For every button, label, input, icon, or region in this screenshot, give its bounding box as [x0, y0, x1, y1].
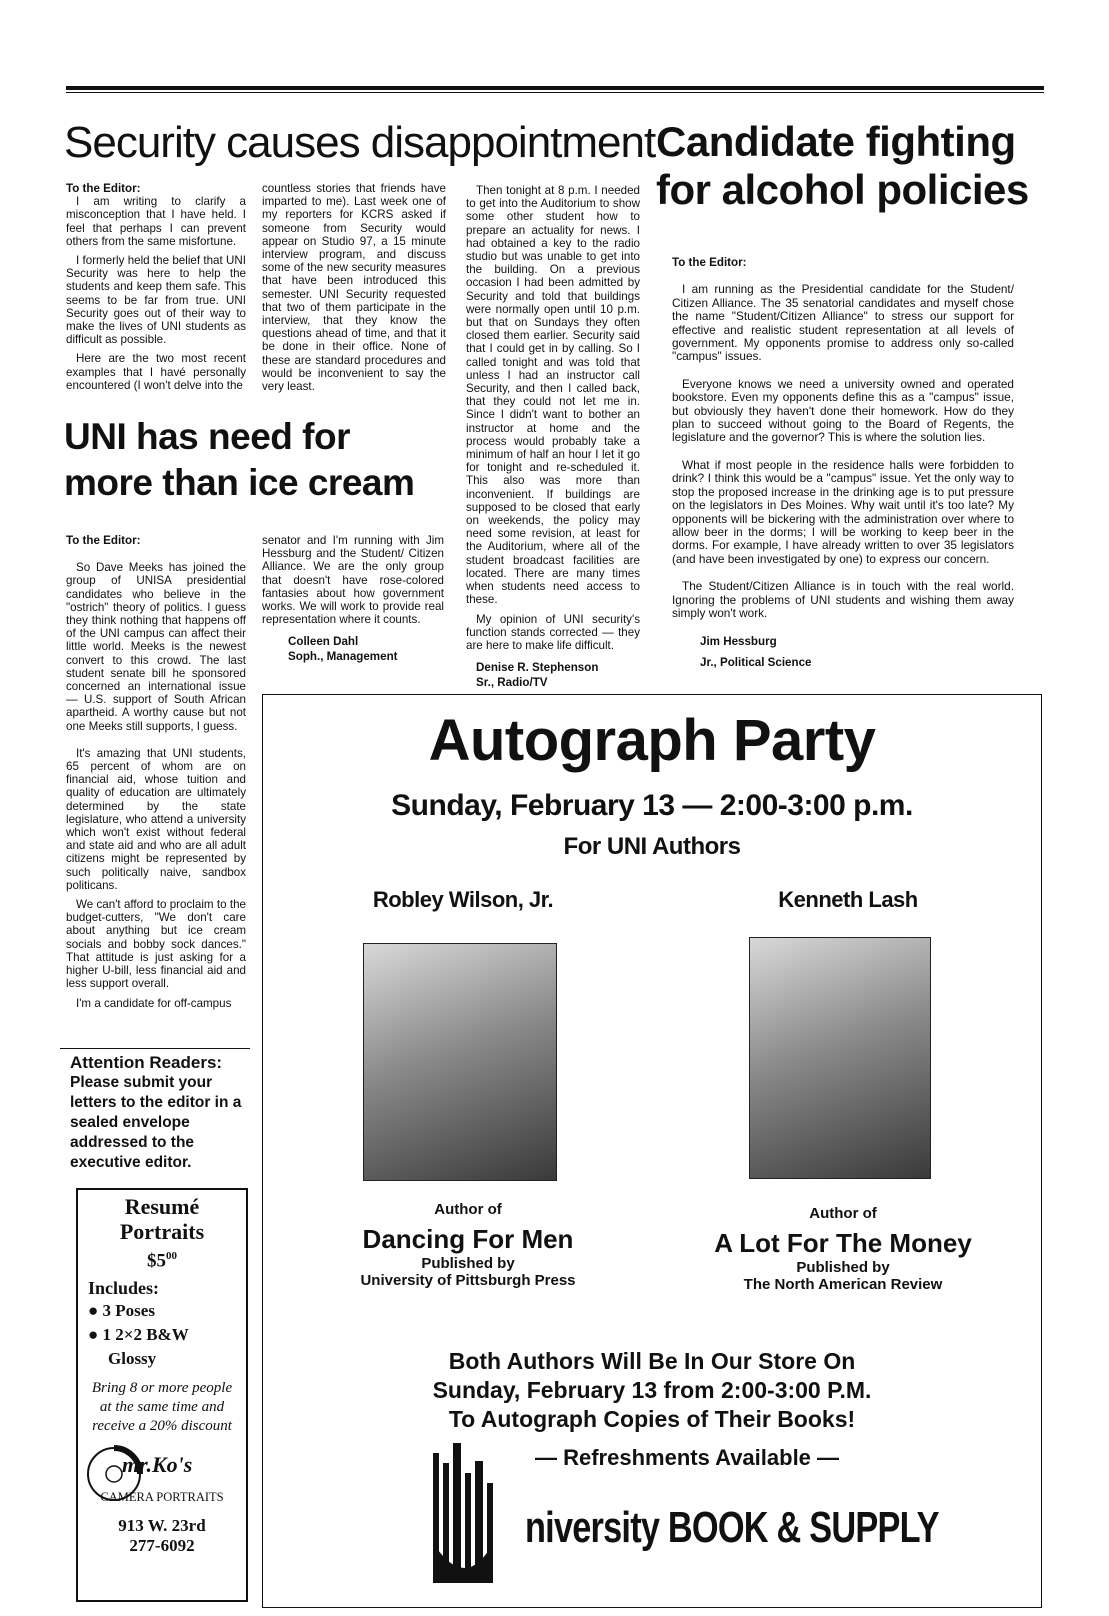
letter1-salutation: To the Editor:: [66, 182, 141, 195]
headline-candidate: [656, 118, 1029, 214]
author2-credits: [683, 1205, 1003, 1293]
letter2-signature-name: Jim Hessburg: [700, 635, 777, 649]
letter1-signature-title: Sr., Radio/TV: [476, 676, 548, 690]
refreshments: — Refreshments Available —: [535, 1445, 840, 1470]
resume-portraits-ad: [76, 1188, 248, 1602]
headline-uni-need: [64, 414, 414, 506]
author1-book: Dancing For Men: [362, 1224, 574, 1254]
resume-discount: Bring 8 or more people at the same time and receive a 20% discount: [91, 1380, 233, 1435]
camera-brand: mr.Ko's: [122, 1452, 193, 1478]
author1-published-by: Published by: [421, 1255, 515, 1272]
author1-credits: [323, 1201, 613, 1289]
headline-candidate-line2: for alcohol policies: [656, 166, 1029, 213]
closing-line2: Sunday, February 13 from 2:00-3:00 P.M.: [432, 1377, 872, 1403]
ub-logo-icon: [431, 1443, 531, 1595]
top-rule-thin: [66, 92, 1044, 93]
letter3-paragraph: We can't afford to proclaim to the budget-cutters, "We don't care about anything but ice cream socials and bobby sock dances." That attitude is just asking for a higher U-bill, less financial aid and less support overall.: [66, 898, 246, 991]
resume-item: ● 1 2×2 B&W: [88, 1325, 189, 1345]
headline-uni-need-line2: more than ice cream: [64, 462, 415, 503]
author2-author-of: Author of: [809, 1205, 877, 1222]
attention-readers-box: [60, 1048, 250, 1173]
camera-phone: 277-6092: [129, 1536, 195, 1556]
author1-publisher: University of Pittsburgh Press: [360, 1272, 576, 1289]
headline-uni-need-line1: UNI has need for: [64, 416, 350, 457]
author2-book: A Lot For The Money: [714, 1228, 972, 1258]
headline-candidate-line1: Candidate fighting: [656, 118, 1016, 165]
autograph-subtitle: For UNI Authors: [563, 833, 741, 860]
letter2-paragraph: What if most people in the residence halls were forbidden to drink? I think this would be a "campus" issue. Yet the only way to stop the proposed increase in the drinking age is to put pressure on the legislators in Des Moines. Why wait until it's too late? My opponents will be bickering with the administration over where to allow beer in the dorms; I will be working to keep beer in the dorms. For example, I have already written to over 35 legislators (and have been investigated by one) to express our concern.: [672, 457, 1014, 566]
letter1-column-3: [466, 184, 640, 690]
letter1-paragraph: I am writing to clarify a misconception that I have held. I feel that perhaps I can prevent others from the same misfortune.: [66, 195, 246, 248]
letter3-paragraph: senator and I'm running with Jim Hessburg and the Student/ Citizen Alliance. We are the only group that doesn't have rose-colored fantasies about how government works. We will work to provide real representation where it counts.: [262, 534, 444, 627]
letter2-salutation: To the Editor:: [672, 256, 747, 269]
resume-title-line2: Portraits: [119, 1219, 205, 1244]
author2-published-by: Published by: [796, 1259, 890, 1276]
top-rule: [66, 86, 1044, 90]
author1-name: Robley Wilson, Jr.: [372, 887, 554, 912]
closing-line3: To Autograph Copies of Their Books!: [448, 1406, 856, 1432]
letter2-body: [672, 256, 1014, 670]
autograph-datetime: Sunday, February 13 — 2:00-3:00 p.m.: [391, 789, 913, 822]
letter1-paragraph: I formerly held the belief that UNI Security was here to help the students and keep them safe. This seems to be far from true. UNI Security goes out of their way to make the lives of UNI students as difficult as possible.: [66, 254, 246, 347]
letter2-paragraph: The Student/Citizen Alliance is in touch with the real world. Ignoring the problems of UNI students and wishing them away simply won't work.: [672, 579, 1014, 620]
attention-body: Please submit your letters to the editor in a sealed envelope addressed to the executive editor.: [70, 1074, 242, 1171]
author2-photo: [749, 937, 931, 1179]
autograph-title: Autograph Party: [428, 708, 876, 773]
letter1-signature-name: Denise R. Stephenson: [476, 661, 599, 675]
letter1-paragraph: Then tonight at 8 p.m. I needed to get into the Auditorium to show some other student how to prepare an actuality for news. I had obtained a key to the radio studio but was unable to get into the building. On a previous occasion I had been admitted by Security and told that buildings were normally open until 10 p.m. but that on Sundays they often closed them earlier. Security said that I could get in by calling. So I called tonight and was told that unless I had an instructor call Security, and then I called back, that they could not let me in. Since I didn't want to bother an instructor at home and the process would probably take a minimum of half an hour I let it go for tonight and re-scheduled it. This also was more than inconvenient. If buildings are supposed to be closed that early on weekends, the policy may need some revision, at least for the Auditorium, where all of the student broadcast facilities are located. There are many times when students need access to these.: [466, 184, 640, 607]
letter3-column-2: [262, 534, 444, 664]
resume-item: ● 3 Poses: [88, 1301, 155, 1321]
letter1-column-1: [66, 182, 246, 398]
camera-address: 913 W. 23rd: [118, 1516, 206, 1536]
letter3-signature-name: Colleen Dahl: [288, 635, 359, 649]
camera-portraits-logo: [78, 1442, 246, 1512]
letter3-paragraph: It's amazing that UNI students, 65 percent of whom are on financial aid, whose tuition and quality of education are ultimately determined by the state legislature, who attend a university which won't exist without federal and state aid and who are all adult citizens might be represented by such politically naive, sandbox politicans.: [66, 746, 246, 892]
author1-photo: [363, 943, 557, 1181]
letter1-paragraph: Here are the two most recent examples that I havé personally encountered (I won't delve into the: [66, 352, 246, 392]
letter1-paragraph: countless stories that friends have imparted to me). Last week one of my reporters for KCRS asked if someone from Security would appear on Studio 97, a 15 minute interview program, and discuss some of the new security measures that have been introduced this semester. UNI Security requested that two of them participate in the interview, that they know the questions ahead of time, and that it be done in their office. None of these are standard procedures and would be inconvenient to say the very least.: [262, 182, 446, 394]
attention-title: Attention Readers:: [70, 1053, 223, 1072]
resume-price: [78, 1250, 246, 1272]
author2-publisher: The North American Review: [743, 1276, 943, 1293]
letter3-signature-title: Soph., Management: [288, 650, 398, 664]
letter1-column-2: [262, 182, 446, 399]
letter2-paragraph: Everyone knows we need a university owned and operated bookstore. Even my opponents define this as a "campus" issue, but obviously they haven't done their homework. How do they plan to succeed without going to the Board of Regents, the legislature and the governor? This is where the solution lies.: [672, 376, 1014, 445]
resume-item-extra: Glossy: [108, 1349, 157, 1369]
letter1-paragraph: My opinion of UNI security's function stands corrected — they are here to make life difficult.: [466, 612, 640, 652]
letter3-column-1: [66, 534, 246, 1016]
resume-price-cents: 00: [166, 1250, 177, 1262]
headline-security: Security causes disappointment: [64, 118, 656, 167]
camera-brand-sub: CAMERA PORTRAITS: [100, 1490, 224, 1505]
letter2-signature-title: Jr., Political Science: [700, 656, 812, 670]
resume-includes: Includes:: [88, 1278, 160, 1299]
resume-title-line1: Resumé: [124, 1194, 200, 1219]
letter3-paragraph: So Dave Meeks has joined the group of UNISA presidential candidates who believe in the "ostrich" theory of politics. I guess they think nothing that happens off of the UNI campus can affect their little world. Meeks is the newest convert to this crowd. The last student senate bill he sponsored concerned an international issue — U.S. support of South African apartheid. A worthy cause but not one Meeks still supports, I guess.: [66, 561, 246, 733]
autograph-closing: [263, 1347, 1041, 1434]
store-name: niversity BOOK & SUPPLY: [525, 1503, 939, 1552]
closing-line1: Both Authors Will Be In Our Store On: [448, 1348, 856, 1374]
letter3-paragraph: I'm a candidate for off-campus: [76, 996, 232, 1010]
author2-name: Kenneth Lash: [778, 887, 918, 912]
author1-author-of: Author of: [434, 1201, 502, 1218]
autograph-party-ad: [262, 694, 1042, 1608]
letter3-salutation: To the Editor:: [66, 534, 141, 547]
resume-price-dollars: $5: [147, 1250, 166, 1272]
letter2-paragraph: I am running as the Presidential candidate for the Student/ Citizen Alliance. The 35 senatorial candidates and myself chose the name "Student/Citizen Alliance" to stress our support for effective and realistic student representation at all levels of government. My opponents promise to address only so-called "campus" issues.: [672, 282, 1014, 364]
